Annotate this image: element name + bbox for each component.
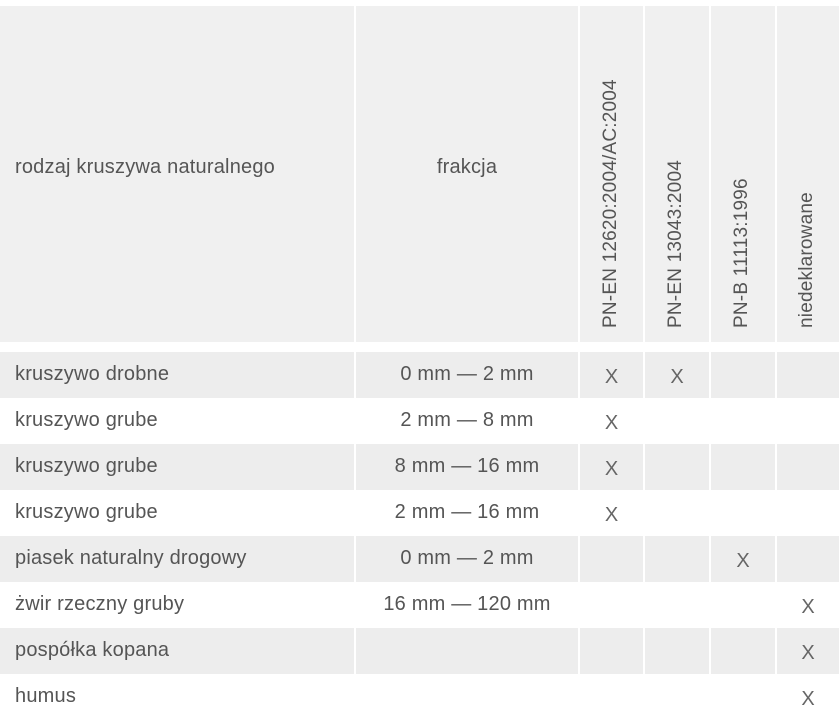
row-mark: X [604,366,619,388]
header-cell-type [0,6,354,342]
row-fraction: 16 mm — 120 mm [383,593,551,615]
row-fraction: 2 mm — 16 mm [394,501,540,523]
row-type: kruszywo grube [15,409,158,431]
row-type: pospółka kopana [15,639,170,661]
row-mark: X [604,504,619,526]
table-row [0,674,839,711]
row-fraction: 0 mm — 2 mm [400,363,534,385]
row-type: kruszywo grube [15,501,158,523]
row-type: kruszywo grube [15,455,158,477]
row-mark: X [604,412,619,434]
row-mark: X [736,550,750,572]
table-row [0,444,839,490]
row-type: humus [15,685,77,707]
header-standard-label: niedeklarowane [796,192,817,328]
table-row [0,352,839,398]
row-mark: X [801,642,815,664]
row-type: kruszywo drobne [15,363,170,385]
row-mark: X [801,688,815,710]
row-mark: X [670,366,684,388]
header-cell-standard-3 [711,6,775,342]
header-standard-label: PN-EN 13043:2004 [665,160,686,328]
row-fraction: 8 mm — 16 mm [394,455,540,477]
row-type: żwir rzeczny gruby [15,593,185,615]
table-row [0,628,839,674]
header-cell-standard-4 [777,6,839,342]
table-row [0,582,839,628]
header-fraction-label: frakcja [436,156,498,178]
row-fraction: 2 mm — 8 mm [400,409,534,431]
table-row [0,536,839,582]
header-standard-label: PN-B 11113:1996 [731,178,752,328]
header-standard-label: PN-EN 12620:2004/AC:2004 [599,79,621,328]
table-row [0,490,839,536]
table-header-row [0,6,839,342]
table-row [0,398,839,444]
row-mark: X [801,596,815,618]
header-type-label: rodzaj kruszywa naturalnego [15,156,275,178]
header-cell-standard-2 [645,6,709,342]
header-cell-fraction [356,6,578,342]
row-type: piasek naturalny drogowy [15,547,247,569]
row-mark: X [604,458,619,480]
header-cell-standard-1 [580,6,643,342]
row-fraction: 0 mm — 2 mm [400,547,534,569]
